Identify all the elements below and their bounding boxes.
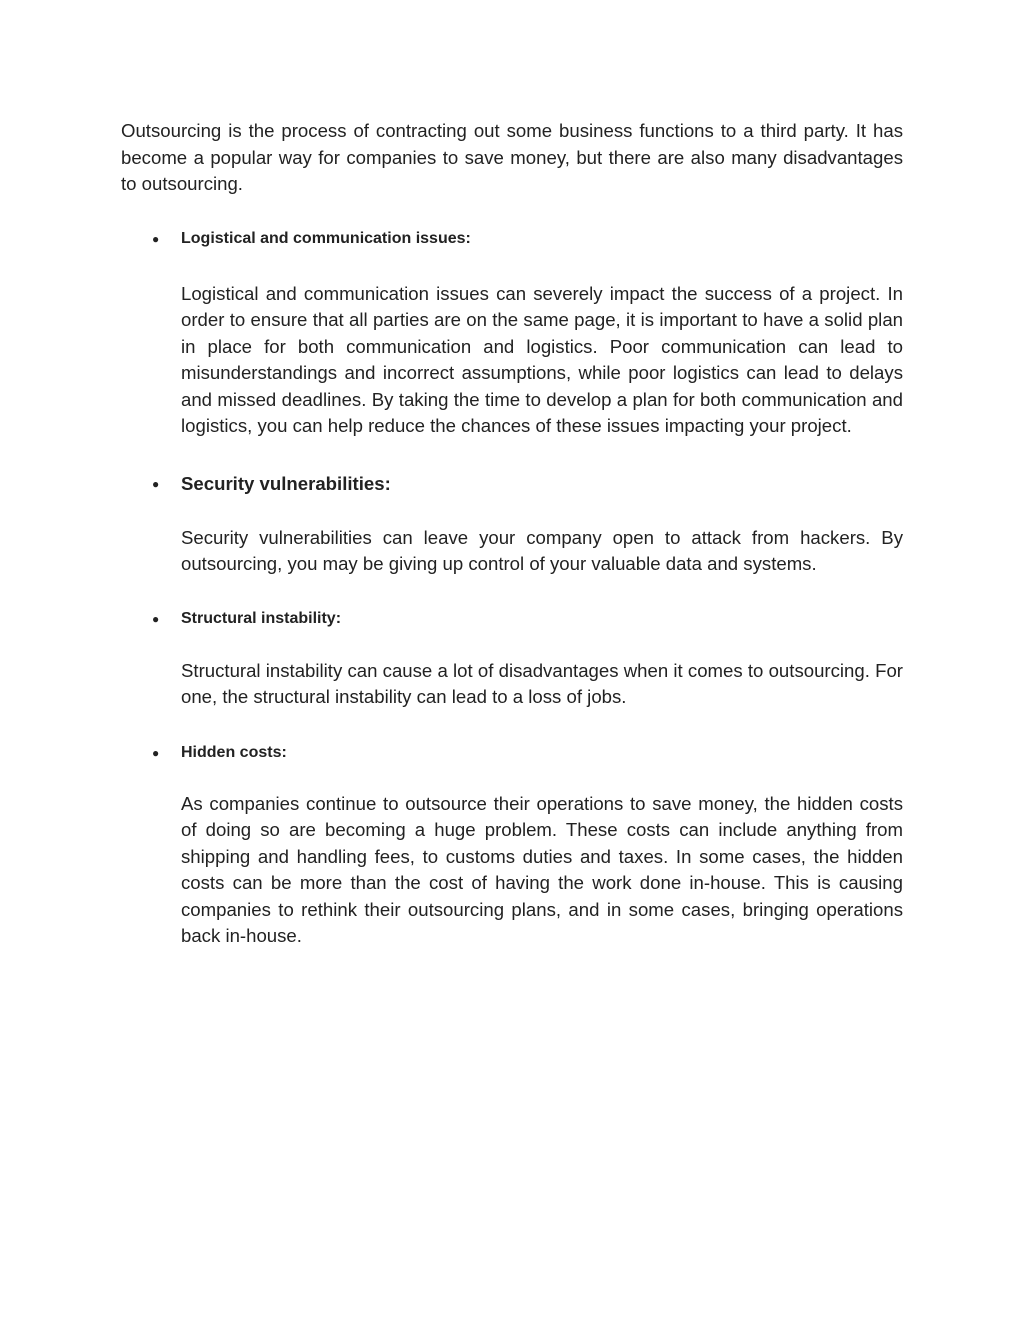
section-heading (152, 609, 903, 629)
section-hidden-costs (121, 743, 903, 950)
bullet-icon: ● (152, 611, 160, 626)
section-body: Security vulnerabilities can leave your company open to attack from hackers. By outsourcing, you may be giving up control of your valuable data and systems. (181, 526, 903, 574)
bullet-icon: ● (152, 476, 160, 491)
section-structural-instability (121, 609, 903, 711)
section-heading (152, 472, 903, 496)
section-body: Logistical and communication issues can severely impact the success of a project. In order to ensure that all parties are on the same page, it is important to have a solid plan in place for both communication and logistics. Poor communication can lead to misunderstandings and incorrect assumptions, while poor logistics can lead to delays and missed deadlines. By taking the time to develop a plan for both communication and logistics, you can help reduce the chances of these issues impacting your project. (181, 282, 903, 436)
section-heading-text: Security vulnerabilities: (181, 472, 391, 494)
section-logistical-communication (121, 229, 903, 440)
section-body: Structural instability can cause a lot of disadvantages when it comes to outsourcing. For one, the structural instability can lead to a loss of jobs. (181, 659, 903, 707)
document-page (121, 118, 903, 950)
section-heading (152, 743, 903, 763)
section-security-vulnerabilities (121, 472, 903, 578)
bullet-icon: ● (152, 745, 160, 760)
section-heading (152, 229, 903, 249)
section-body: As companies continue to outsource their operations to save money, the hidden costs of doing so are becoming a huge problem. These costs can include anything from shipping and handling fees, to customs duties and taxes. In some cases, the hidden costs can be more than the cost of having the work done in-house. This is causing companies to rethink their outsourcing plans, and in some cases, bringing operations back in-house. (181, 792, 903, 946)
section-heading-text: Structural instability: (181, 609, 342, 627)
section-heading-text: Hidden costs: (181, 743, 287, 761)
section-heading-text: Logistical and communication issues: (181, 229, 471, 247)
bullet-icon: ● (152, 231, 160, 246)
intro-paragraph: Outsourcing is the process of contracting out some business functions to a third party. It has become a popular way for companies to save money, but there are also many disadvantages to outsourcing. (121, 120, 903, 194)
